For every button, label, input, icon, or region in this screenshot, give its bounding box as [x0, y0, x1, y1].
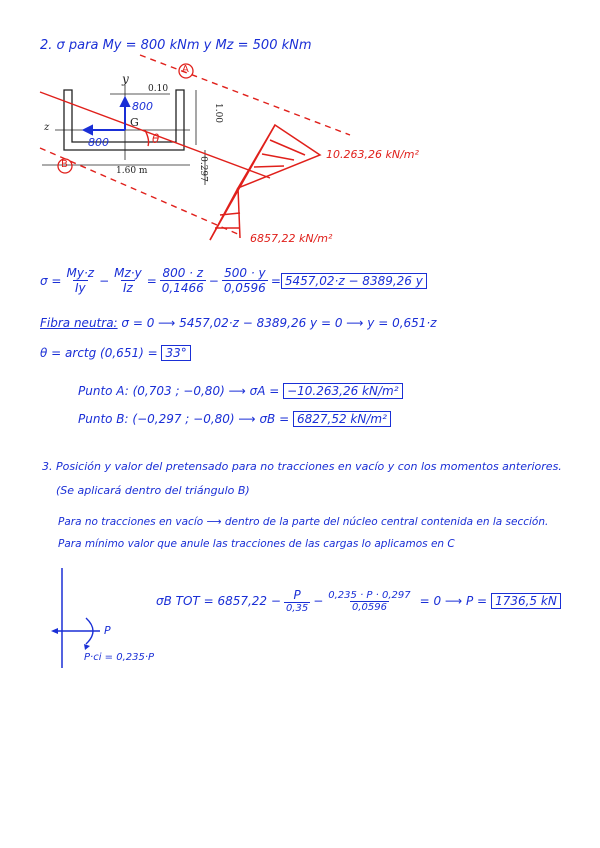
section2-heading: 2. σ para My = 800 kNm y Mz = 500 kNm — [40, 38, 312, 53]
label-y: y — [122, 72, 129, 86]
label-800-up: 800 — [132, 100, 153, 113]
stress-equation: σ = $\frac{My\cdot z}{Iy}$ − $\frac{Mz\cdot y}{Iz}$ = $\frac{800 \cdot z}{0,1466}$ − $\frac{500 \cdot y}{0,0596}$ = 5457,02·z − 8389,26 y — [40, 266, 427, 295]
frac-p2: $\frac{0,235 \cdot P \cdot 0,297}{0,0596}$ — [328, 589, 411, 613]
label-0297: 0.297 — [197, 156, 208, 182]
frac-p1: $\frac{P}{0,35}$ — [285, 588, 309, 614]
sigma-A-result: −10.263,26 kN/m² — [283, 383, 402, 399]
frac-4: $\frac{500 \cdot y}{0,0596}$ — [223, 266, 266, 295]
stress-A-label: 10.263,26 kN/m² — [326, 148, 419, 161]
section-figure — [0, 0, 600, 260]
neutral-text: σ = 0 ⟶ 5457,02·z − 8389,26 y = 0 ⟶ y = 0,651·z — [121, 316, 437, 330]
label-160: 1.60 m — [116, 166, 148, 176]
section3-line1: Para no tracciones en vacío ⟶ dentro de la parte del núcleo central contenida en la sección. — [58, 516, 549, 528]
section3-heading: 3. Posición y valor del pretensado para no tracciones en vacío y con los momentos anteriores. — [42, 460, 562, 473]
pretension-P-label: P — [104, 624, 111, 637]
point-B: B — [61, 159, 68, 170]
pretension-equation: σB TOT = 6857,22 − $\frac{P}{0,35}$ − $\frac{0,235 \cdot P \cdot 0,297}{0,0596}$ = 0 ⟶ P = 1736,5 kN — [156, 588, 561, 614]
label-800-left: 800 — [88, 136, 109, 149]
label-G: G — [130, 116, 139, 129]
point-A: A — [182, 64, 189, 75]
label-z: z — [44, 122, 50, 133]
frac-1: $\frac{My\cdot z}{Iy}$ — [66, 266, 95, 295]
point-A-line: Punto A: (0,703 ; −0,80) ⟶ σA = −10.263,26 kN/m² — [78, 384, 403, 398]
neutral-label: Fibra neutra: — [40, 316, 118, 330]
neutral-line — [40, 316, 437, 330]
theta-line: θ = arctg (0,651) = 33° — [40, 346, 191, 360]
point-B-line: Punto B: (−0,297 ; −0,80) ⟶ σB = 6827,52 kN/m² — [78, 412, 391, 426]
section3-line2: Para mínimo valor que anule las tracciones de las cargas lo aplicamos en C — [58, 538, 455, 550]
sigma-B-result: 6827,52 kN/m² — [293, 411, 391, 427]
label-theta: θ — [152, 132, 160, 146]
sigma-label: σ = — [40, 273, 62, 288]
stress-B-label: 6857,22 kN/m² — [250, 232, 333, 245]
stress-result: 5457,02·z − 8389,26 y — [281, 273, 427, 289]
theta-result: 33° — [161, 345, 190, 361]
label-100: 1.00 — [213, 102, 224, 124]
frac-2: $\frac{Mz\cdot y}{Iz}$ — [114, 266, 142, 295]
pretension-moment-label: P·ci = 0,235·P — [84, 652, 155, 663]
label-010: 0.10 — [148, 84, 169, 94]
pretension-result: 1736,5 kN — [491, 593, 561, 609]
frac-3: $\frac{800 \cdot z}{0,1466}$ — [161, 266, 204, 295]
section3-subheading: (Se aplicará dentro del triángulo B) — [56, 484, 250, 497]
